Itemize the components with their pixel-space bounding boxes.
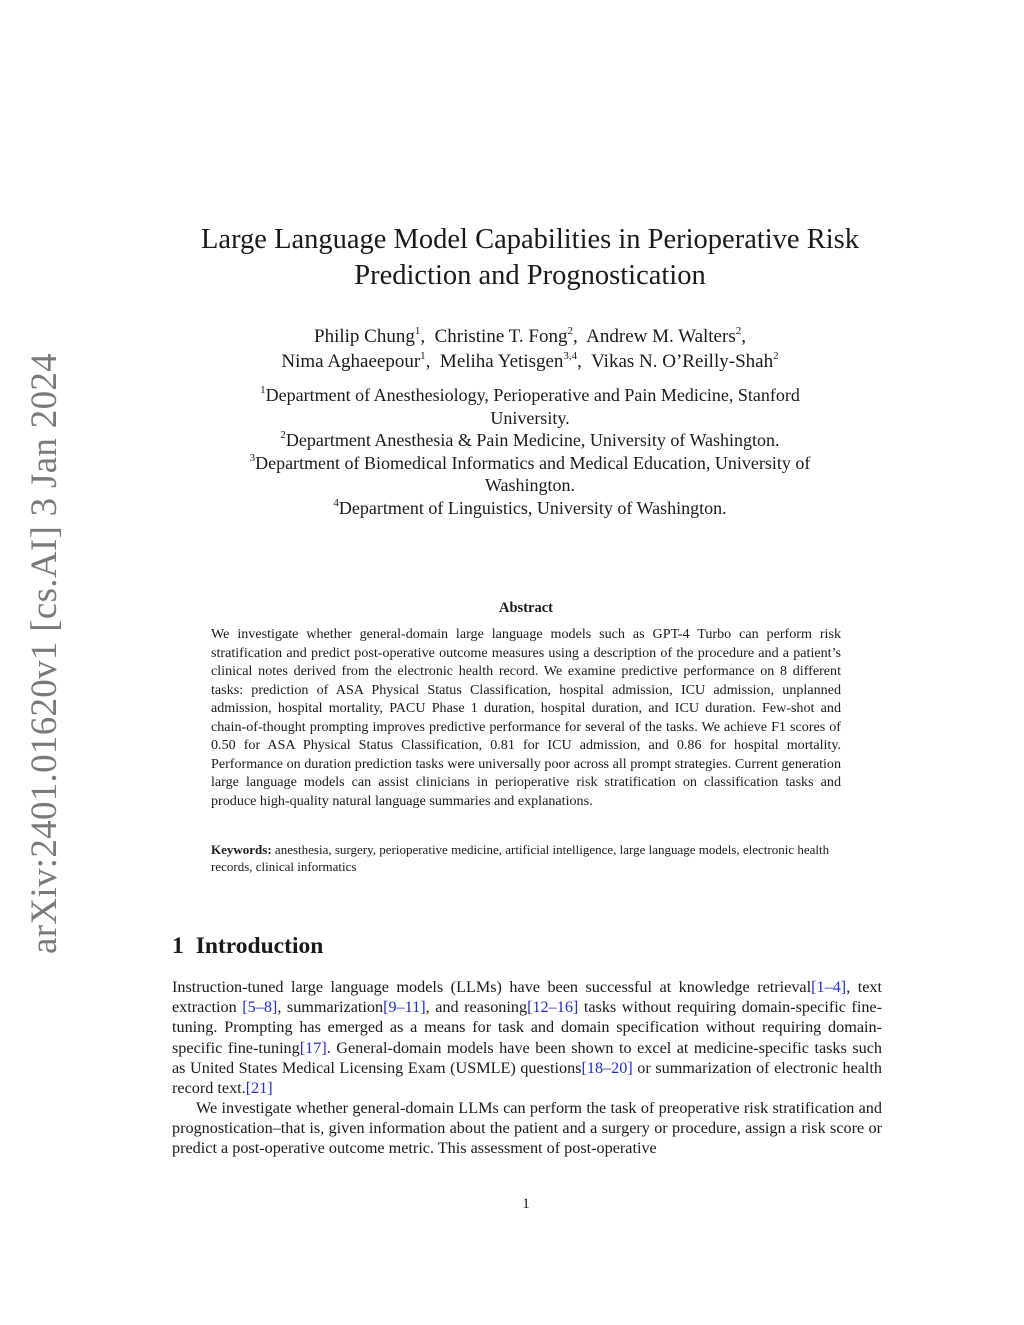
affiliation-number: 2: [280, 429, 286, 442]
paper-title-line-1: Large Language Model Capabilities in Perioperative Risk: [201, 224, 859, 255]
citation-link[interactable]: [1–4]: [811, 978, 847, 996]
author-affiliation-mark: 2: [773, 350, 779, 362]
citation-link[interactable]: [5–8]: [242, 998, 278, 1017]
paragraph-text: , text extraction: [172, 978, 882, 1017]
citation-link[interactable]: [12–16]: [527, 998, 579, 1017]
author-separator: ,: [577, 351, 592, 372]
paragraph-text: or summarization of electronic health record text.: [172, 1058, 883, 1098]
author-separator: ,: [741, 326, 746, 347]
page-number: 1: [522, 1196, 530, 1212]
author-list: [150, 324, 910, 374]
paragraph-text: , and reasoning: [425, 998, 528, 1017]
keywords-label: Keywords:: [211, 842, 272, 857]
author-affiliation-mark: 2: [735, 325, 742, 337]
author-line-2: [150, 349, 910, 374]
citation-link[interactable]: [17]: [299, 1038, 327, 1057]
paragraph-text: Instruction-tuned large language models (LLMs) have been successful at knowledge retrieval: [172, 978, 812, 996]
keywords-text: anesthesia, surgery, perioperative medicine, artificial intelligence, large language models, electronic health records, clinical informatics: [211, 842, 830, 874]
author-affiliation-mark: 1: [414, 325, 421, 337]
affiliation-number: 3: [249, 451, 256, 464]
author-line-1: [150, 324, 910, 349]
paper-title-line-2: Prediction and Prognostication: [354, 260, 706, 291]
author-name: Nima Aghaeepour: [281, 351, 421, 372]
keywords: [211, 842, 841, 875]
affiliation-text: Washington.: [484, 475, 576, 496]
affiliation-number: 1: [260, 384, 266, 396]
arxiv-stamp: arXiv:2401.01620v1 [cs.AI] 3 Jan 2024: [23, 352, 65, 954]
affiliation-text: Department of Linguistics, University of Washington.: [338, 497, 727, 518]
paragraph-text: , summarization: [277, 998, 384, 1017]
author-name: Meliha Yetisgen: [439, 351, 564, 372]
arxiv-sidebar: [18, 352, 70, 954]
intro-paragraph-1: [172, 977, 882, 1098]
affiliation: [150, 452, 910, 497]
affiliation-text: Department of Biomedical Informatics and Medical Education, University of: [255, 452, 811, 473]
affiliation-list: [150, 384, 910, 520]
author-affiliation-mark: 3,4: [563, 350, 578, 362]
abstract-text: We investigate whether general-domain large language models such as GPT-4 Turbo can perform risk stratification and predict post-operative outcome measures using a description of the procedure and a patient’s clinical notes derived from the electronic health record. We examine predictive performance on 8 different tasks: prediction of ASA Physical Status Classification, hospital admission, ICU admission, unplanned admission, hospital mortality, PACU Phase 1 duration, hospital duration, and ICU duration. Few-shot and chain-of-thought prompting improves predictive performance for several of the tasks. We achieve F1 scores of 0.50 for ASA Physical Status Classification, 0.81 for ICU admission, and 0.86 for hospital mortality. Performance on duration prediction tasks were universally poor across all prompt strategies. Current generation large language models can assist clinicians in perioperative risk stratification on classification tasks and produce high-quality natural language summaries and explanations.: [211, 626, 841, 809]
paragraph-text: tasks without requiring domain-specific fine-tuning. Prompting has emerged as a means for task and domain specification without requiring domain-specific fine-tuning: [172, 998, 882, 1057]
affiliation-text: University.: [490, 407, 570, 428]
paper-title: [150, 222, 910, 294]
affiliation-text: Department of Anesthesiology, Perioperative and Pain Medicine, Stanford: [265, 385, 800, 405]
author-name: Christine T. Fong: [434, 326, 568, 347]
paragraph-text: . General-domain models have been shown to excel at medicine-specific tasks such as United States Medical Licensing Exam (USMLE) questions: [172, 1038, 882, 1077]
author-separator: ,: [420, 326, 435, 347]
abstract-heading: Abstract: [499, 600, 553, 616]
affiliation: [150, 429, 910, 452]
citation-link[interactable]: [9–11]: [383, 998, 426, 1017]
affiliation-text: Department Anesthesia & Pain Medicine, University of Washington.: [285, 430, 780, 451]
author-name: Andrew M. Walters: [586, 326, 736, 347]
author-affiliation-mark: 1: [420, 350, 426, 362]
author-name: Vikas N. O’Reilly-Shah: [591, 351, 774, 372]
affiliation: [150, 497, 910, 520]
author-affiliation-mark: 2: [567, 325, 573, 337]
author-separator: ,: [425, 351, 440, 372]
citation-link[interactable]: [21]: [245, 1079, 273, 1098]
section-title: Introduction: [195, 933, 324, 959]
section-number: 1: [172, 933, 184, 959]
affiliation: [150, 384, 910, 429]
affiliation-number: 4: [333, 496, 339, 509]
intro-paragraph-2: We investigate whether general-domain LLMs can perform the task of preoperative risk stratification and prognostication–that is, given information about the patient and a surgery or procedure, assign a risk score or predict a post-operative outcome metric. This assessment of post-operative: [172, 1099, 882, 1158]
author-separator: ,: [572, 326, 587, 347]
section-heading-introduction: [172, 933, 323, 960]
citation-link[interactable]: [18–20]: [581, 1058, 633, 1077]
author-name: Philip Chung: [314, 326, 415, 347]
